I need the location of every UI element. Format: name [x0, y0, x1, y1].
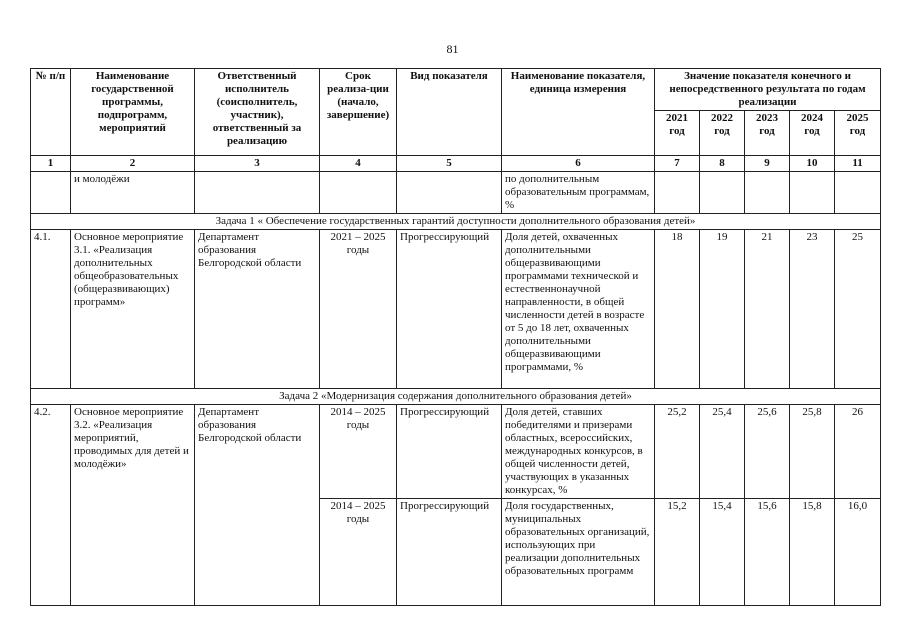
value-2025: 26	[835, 405, 881, 499]
table-row-4-1	[31, 230, 881, 389]
value-2022: 15,4	[700, 499, 745, 606]
value-2021: 18	[655, 230, 700, 389]
value-2021: 15,2	[655, 499, 700, 606]
row-number: 4.2.	[31, 405, 71, 606]
program-name-cell: и молодёжи	[71, 172, 195, 214]
column-number: 7	[655, 156, 700, 172]
indicator-type-cell: Прогрессирующий	[397, 499, 502, 606]
task-2-row	[31, 389, 881, 405]
period-cell: 2014 – 2025 годы	[320, 405, 397, 499]
indicator-name-cell: по дополнительным образовательным программам, %	[502, 172, 655, 214]
header-executor: Ответственный исполнитель (соисполнитель, участник), ответственный за реализацию	[195, 69, 320, 156]
header-program-name: Наименование государственной программы, подпрограмм, мероприятий	[71, 69, 195, 156]
indicator-type-cell: Прогрессирующий	[397, 405, 502, 499]
executor-cell: Департамент образования Белгородской области	[195, 230, 320, 389]
period-cell: 2021 – 2025 годы	[320, 230, 397, 389]
indicators-table	[30, 68, 881, 606]
indicator-name-cell: Доля детей, охваченных дополнительными общеразвивающими программами технической и естественнонаучной направленности, в общей численности детей в возрасте от 5 до 18 лет, охваченных дополнительными общеразвивающими программами, %	[502, 230, 655, 389]
header-year-2022: 2022 год	[700, 111, 745, 156]
header-indicator-name: Наименование показателя, единица измерения	[502, 69, 655, 156]
column-number: 5	[397, 156, 502, 172]
header-values-group: Значение показателя конечного и непосредственного результата по годам реализации	[655, 69, 881, 111]
column-number: 3	[195, 156, 320, 172]
column-number: 8	[700, 156, 745, 172]
task-1-row	[31, 214, 881, 230]
column-number: 4	[320, 156, 397, 172]
value-2025: 25	[835, 230, 881, 389]
value-2024: 15,8	[790, 499, 835, 606]
value-2023: 21	[745, 230, 790, 389]
value-2022: 19	[700, 230, 745, 389]
header-year-2021: 2021 год	[655, 111, 700, 156]
executor-cell: Департамент образования Белгородской области	[195, 405, 320, 606]
period-cell: 2014 – 2025 годы	[320, 499, 397, 606]
header-row-1	[31, 69, 881, 111]
column-number: 10	[790, 156, 835, 172]
table-row-4-2-a	[31, 405, 881, 499]
value-2024: 23	[790, 230, 835, 389]
value-2023: 25,6	[745, 405, 790, 499]
page-number: 81	[446, 42, 459, 56]
header-period: Срок реализа-ции (начало, завершение)	[320, 69, 397, 156]
value-2024: 25,8	[790, 405, 835, 499]
column-numbers-row	[31, 156, 881, 172]
column-number: 11	[835, 156, 881, 172]
header-number: № п/п	[31, 69, 71, 156]
header-year-2024: 2024 год	[790, 111, 835, 156]
header-year-2025: 2025 год	[835, 111, 881, 156]
value-2021: 25,2	[655, 405, 700, 499]
column-number: 1	[31, 156, 71, 172]
indicator-type-cell: Прогрессирующий	[397, 230, 502, 389]
value-2025: 16,0	[835, 499, 881, 606]
indicator-name-cell: Доля государственных, муниципальных образовательных организаций, использующих при реализации дополнительных образовательных программ	[502, 499, 655, 606]
column-number: 2	[71, 156, 195, 172]
header-indicator-type: Вид показателя	[397, 69, 502, 156]
program-name-cell: Основное мероприятие 3.1. «Реализация дополнительных общеобразовательных (общеразвивающих) программ»	[71, 230, 195, 389]
header-year-2023: 2023 год	[745, 111, 790, 156]
indicator-name-cell: Доля детей, ставших победителями и призерами областных, всероссийских, международных конкурсов, в общей численности детей, участвующих в указанных конкурсах, %	[502, 405, 655, 499]
value-2022: 25,4	[700, 405, 745, 499]
task-1-title: Задача 1 « Обеспечение государственных гарантий доступности дополнительного образования детей»	[31, 214, 881, 230]
column-number: 9	[745, 156, 790, 172]
column-number: 6	[502, 156, 655, 172]
value-2023: 15,6	[745, 499, 790, 606]
row-number: 4.1.	[31, 230, 71, 389]
program-name-cell: Основное мероприятие 3.2. «Реализация мероприятий, проводимых для детей и молодёжи»	[71, 405, 195, 606]
continuation-row	[31, 172, 881, 214]
task-2-title: Задача 2 «Модернизация содержания дополнительного образования детей»	[31, 389, 881, 405]
